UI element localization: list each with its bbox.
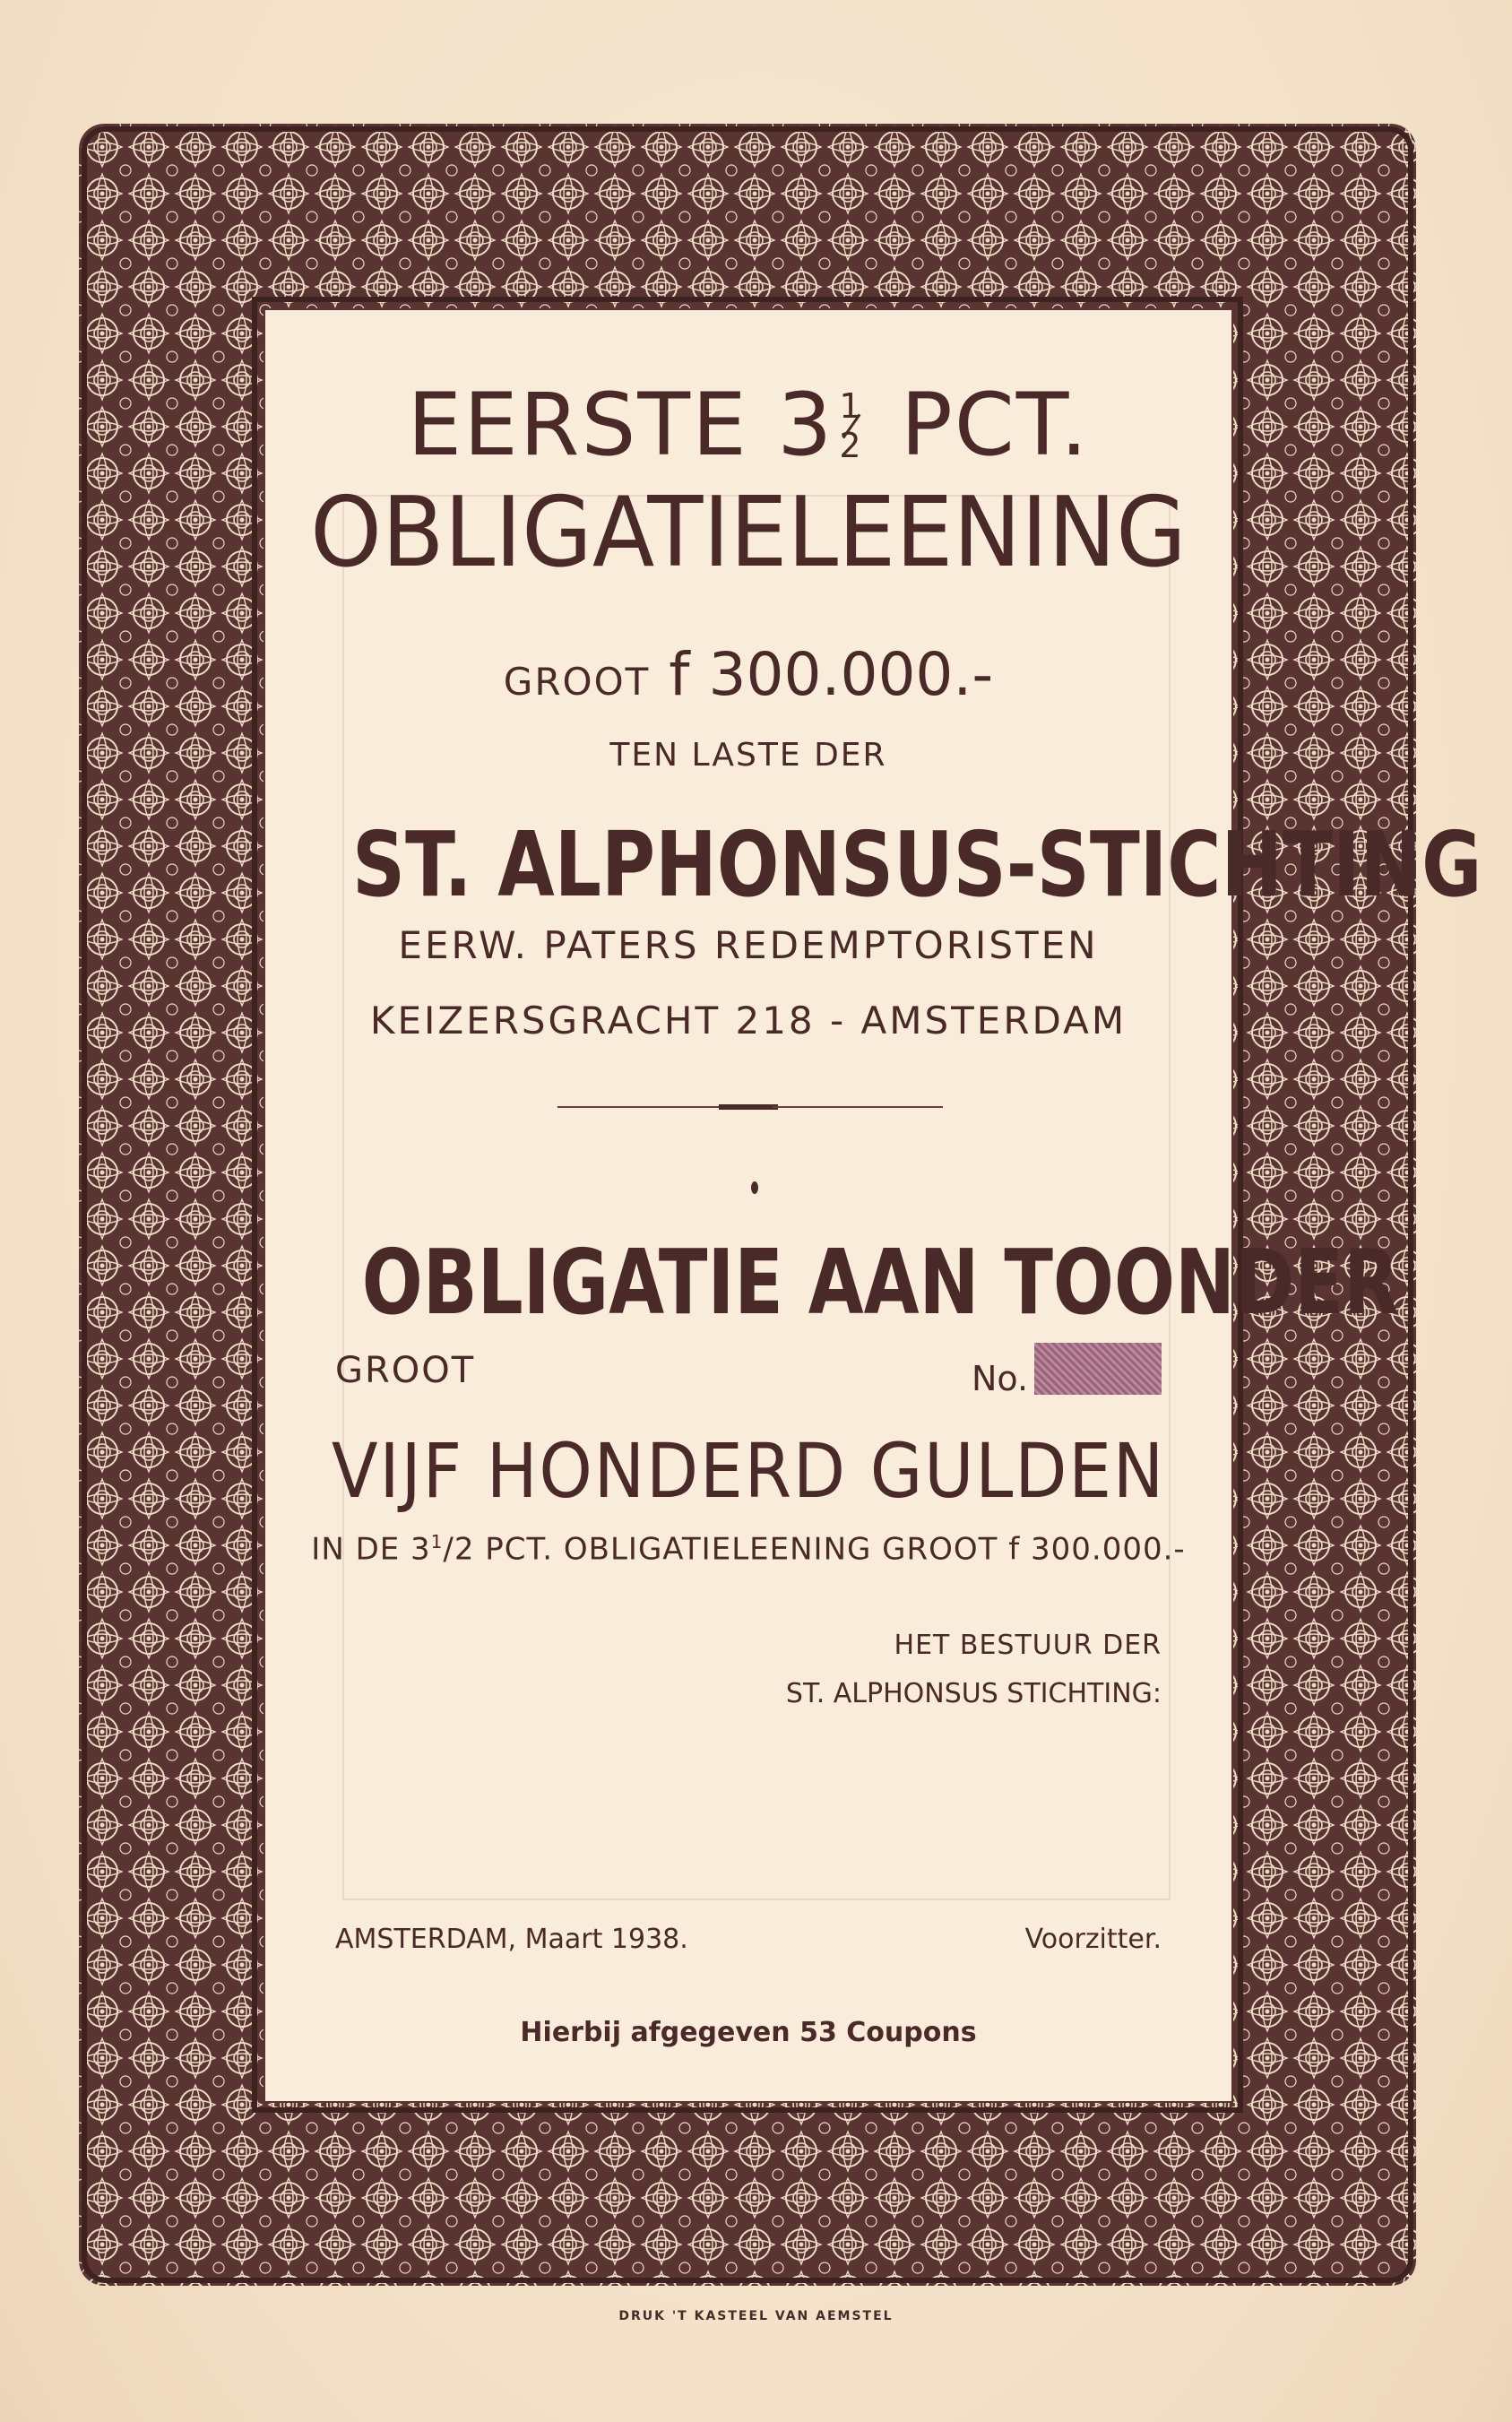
bond-type: OBLIGATIE AAN TOONDER xyxy=(361,1230,1399,1335)
loan-reference xyxy=(265,1531,1231,1567)
divider-left xyxy=(557,1106,728,1108)
title-line-2: OBLIGATIELEENING xyxy=(310,477,1187,589)
divider-right xyxy=(773,1106,943,1108)
amount-in-words: VIJF HONDERD GULDEN xyxy=(331,1427,1166,1515)
printer-imprint: DRUK 'T KASTEEL VAN AEMSTEL xyxy=(618,2309,894,2323)
title-text-post: PCT. xyxy=(871,375,1090,475)
board-line-1: HET BESTUUR DER xyxy=(894,1630,1162,1661)
loan-ref-post: /2 PCT. OBLIGATIELEENING GROOT f 300.000.- xyxy=(443,1531,1186,1568)
coupons-note: Hierbij afgegeven 53 Coupons xyxy=(520,2017,977,2048)
title-text-pre: EERSTE 3 xyxy=(407,375,834,475)
place-date: AMSTERDAM, Maart 1938. xyxy=(335,1924,688,1955)
fraction-denominator: 2 xyxy=(839,426,863,465)
fraction-half xyxy=(834,375,871,465)
loan-amount-line xyxy=(265,640,1231,709)
issuer-name: ST. ALPHONSUS-STICHTING xyxy=(352,812,1482,917)
loan-ref-pre: IN DE 3 xyxy=(311,1531,431,1568)
groot-label-2: GROOT xyxy=(335,1350,476,1391)
certificate-panel xyxy=(265,310,1482,2101)
serial-number-stamp xyxy=(1034,1343,1162,1395)
number-label: No. xyxy=(972,1359,1029,1398)
issuer-address: KEIZERSGRACHT 218 - AMSTERDAM xyxy=(369,999,1128,1042)
divider-center xyxy=(719,1104,778,1110)
issuer-order: EERW. PATERS REDEMPTORISTEN xyxy=(398,923,1099,967)
chairman-label: Voorzitter. xyxy=(1024,1924,1162,1955)
fraction-numerator: 1 xyxy=(839,386,863,426)
loan-amount: f 300.000.- xyxy=(669,640,994,709)
groot-label: GROOT xyxy=(503,660,651,704)
ten-laste-der: TEN LASTE DER xyxy=(609,737,887,774)
loan-ref-sup: 1 xyxy=(430,1531,444,1553)
board-line-2: ST. ALPHONSUS STICHTING: xyxy=(785,1678,1162,1709)
title-line-1 xyxy=(265,375,1231,475)
ink-mark xyxy=(751,1181,758,1194)
